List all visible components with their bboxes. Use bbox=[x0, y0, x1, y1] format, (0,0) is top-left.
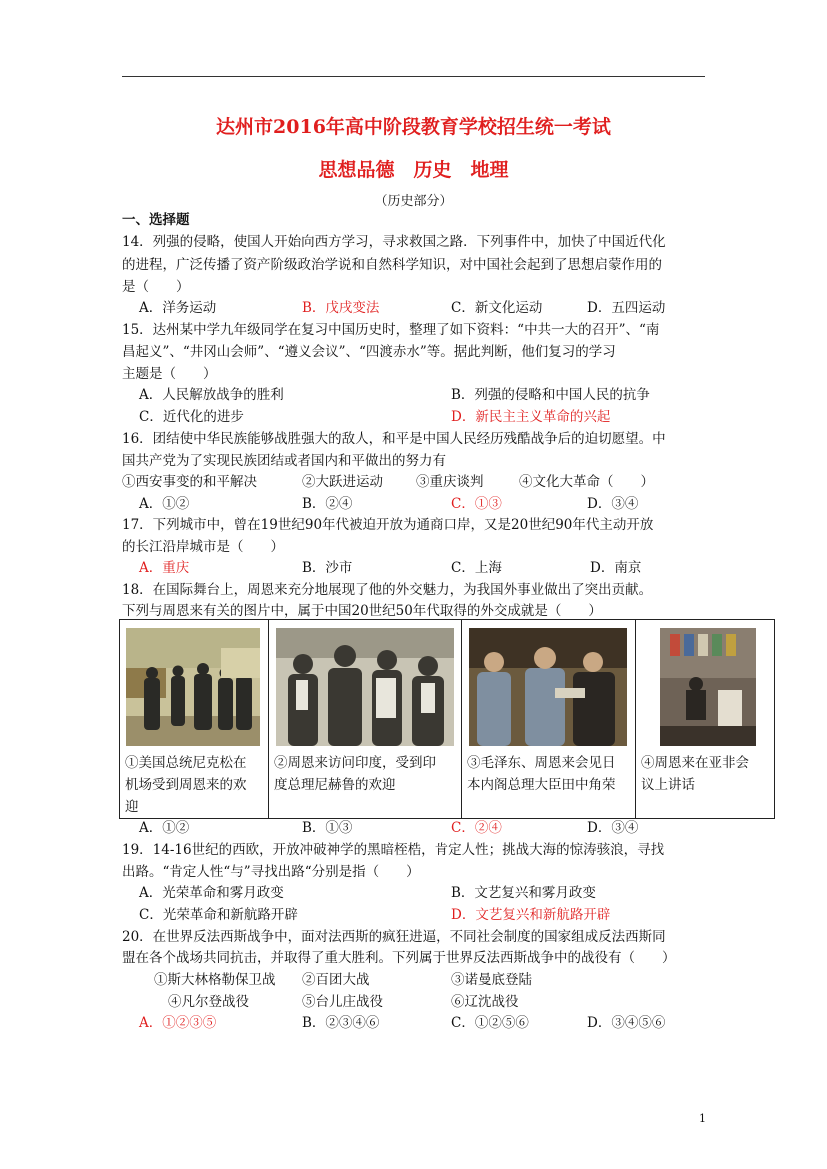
question-text: 20．在世界反法西斯战争中，面对法西斯的疯狂进逼，不同社会制度的国家组成反法西斯同 bbox=[122, 929, 666, 945]
question-text: 17．下列城市中，曾在19世纪90年代被迫开放为通商口岸，又是20世纪90年代主动开放 bbox=[122, 517, 654, 533]
option-b: B．②③④⑥ bbox=[302, 1015, 380, 1031]
option-b: B．①③ bbox=[302, 820, 353, 836]
item-2: ②百团大战 bbox=[302, 972, 370, 988]
photo-tanaka-meeting bbox=[469, 628, 627, 746]
picture-cell-2 bbox=[269, 620, 462, 818]
option-c: C．光荣革命和新航路开辟 bbox=[139, 907, 298, 923]
question-text: 是（ ） bbox=[122, 279, 190, 295]
picture-cell-1 bbox=[120, 620, 269, 818]
option-c: C．①③ bbox=[451, 496, 502, 512]
question-text: 主题是（ ） bbox=[122, 366, 217, 382]
page-number: 1 bbox=[699, 1112, 706, 1125]
question-text: 盟在各个战场共同抗击，并取得了重大胜利。下列属于世界反法西斯战争中的战役有（ ） bbox=[122, 950, 676, 966]
item-3: ③诺曼底登陆 bbox=[451, 972, 532, 988]
option-a: A．①② bbox=[139, 496, 190, 512]
option-d: D．③④⑤⑥ bbox=[587, 1015, 666, 1031]
option-c: C．上海 bbox=[451, 560, 502, 576]
option-b: B．沙市 bbox=[302, 560, 353, 576]
question-text: 14．列强的侵略，使国人开始向西方学习，寻求救国之路．下列事件中，加快了中国近代化 bbox=[122, 234, 666, 250]
item-4: ④凡尔登战役 bbox=[168, 994, 249, 1010]
question-text: 的长江沿岸城市是（ ） bbox=[122, 539, 284, 555]
picture-cell-4 bbox=[636, 620, 774, 818]
exam-title: 达州市2016年高中阶段教育学校招生统一考试 bbox=[216, 116, 611, 138]
option-a: A．①② bbox=[139, 820, 190, 836]
picture-caption: ②周恩来访问印度，受到印 度总理尼赫鲁的欢迎 bbox=[274, 755, 436, 793]
item-1: ①斯大林格勒保卫战 bbox=[154, 972, 276, 988]
section-heading: 一、选择题 bbox=[122, 212, 190, 228]
picture-caption: ①美国总统尼克松在 机场受到周恩来的欢 迎 bbox=[125, 755, 247, 815]
question-text: 16．团结使中华民族能够战胜强大的敌人，和平是中国人民经历残酷战争后的迫切愿望。中 bbox=[122, 431, 666, 447]
option-a: A．①②③⑤ bbox=[139, 1015, 217, 1031]
item-6: ⑥辽沈战役 bbox=[451, 994, 519, 1010]
item-5: ⑤台儿庄战役 bbox=[302, 994, 383, 1010]
option-b: B．戊戌变法 bbox=[302, 300, 380, 316]
picture-caption: ③毛泽东、周恩来会见日 本内阁总理大臣田中角荣 bbox=[467, 755, 616, 793]
option-a: A．人民解放战争的胜利 bbox=[139, 387, 284, 403]
option-b: B．文艺复兴和雾月政变 bbox=[451, 885, 596, 901]
option-c: C．①②⑤⑥ bbox=[451, 1015, 529, 1031]
option-d: D．文艺复兴和新航路开辟 bbox=[451, 907, 611, 923]
question-text: 出路。“肯定人性“与”寻找出路“分别是指（ ） bbox=[122, 864, 420, 880]
option-c: C．近代化的进步 bbox=[139, 409, 244, 425]
option-b: B．列强的侵略和中国人民的抗争 bbox=[451, 387, 650, 403]
question-text: 18．在国际舞台上，周恩来充分地展现了他的外交魅力，为我国外事业做出了突出贡献。 bbox=[122, 582, 653, 598]
option-b: B．②④ bbox=[302, 496, 353, 512]
exam-subtitle: 思想品德 历史 地理 bbox=[318, 159, 509, 181]
item-4: ④文化大革命（ ） bbox=[519, 474, 654, 490]
photo-nixon-arrival bbox=[126, 628, 260, 746]
option-a: A．光荣革命和雾月政变 bbox=[139, 885, 284, 901]
option-d: D．③④ bbox=[587, 820, 639, 836]
question-text: 15．达州某中学九年级同学在复习中国历史时，整理了如下资料：“中共一大的召开”、“南 bbox=[122, 322, 660, 338]
question-text: 的进程，广泛传播了资产阶级政治学说和自然科学知识，对中国社会起到了思想启蒙作用的 bbox=[122, 257, 662, 273]
option-d: D．南京 bbox=[590, 560, 642, 576]
option-d: D．五四运动 bbox=[587, 300, 666, 316]
option-c: C．新文化运动 bbox=[451, 300, 543, 316]
option-c: C．②④ bbox=[451, 820, 502, 836]
header-rule bbox=[122, 76, 705, 77]
option-a: A．重庆 bbox=[139, 560, 190, 576]
item-3: ③重庆谈判 bbox=[416, 474, 484, 490]
option-d: D．③④ bbox=[587, 496, 639, 512]
photo-bandung-speech bbox=[660, 628, 756, 746]
item-1: ①西安事变的和平解决 bbox=[122, 474, 257, 490]
question-text: 昌起义”、“井冈山会师”、“遵义会议”、“四渡赤水”等。据此判断，他们复习的学习 bbox=[122, 344, 616, 360]
picture-caption: ④周恩来在亚非会 议上讲话 bbox=[641, 755, 749, 793]
option-a: A．洋务运动 bbox=[139, 300, 217, 316]
item-2: ②大跃进运动 bbox=[302, 474, 383, 490]
question-text: 国共产党为了实现民族团结或者国内和平做出的努力有 bbox=[122, 453, 446, 469]
question-text: 19．14-16世纪的西欧，开放冲破神学的黑暗桎梏，肯定人性；挑战大海的惊涛骇浪，寻找 bbox=[122, 842, 665, 858]
picture-table bbox=[119, 619, 775, 819]
photo-india-visit bbox=[276, 628, 454, 746]
option-d: D．新民主主义革命的兴起 bbox=[451, 409, 611, 425]
question-text: 下列与周恩来有关的图片中，属于中国20世纪50年代取得的外交成就是（ ） bbox=[122, 603, 602, 619]
exam-part: （历史部分） bbox=[374, 194, 453, 209]
picture-cell-3 bbox=[462, 620, 636, 818]
